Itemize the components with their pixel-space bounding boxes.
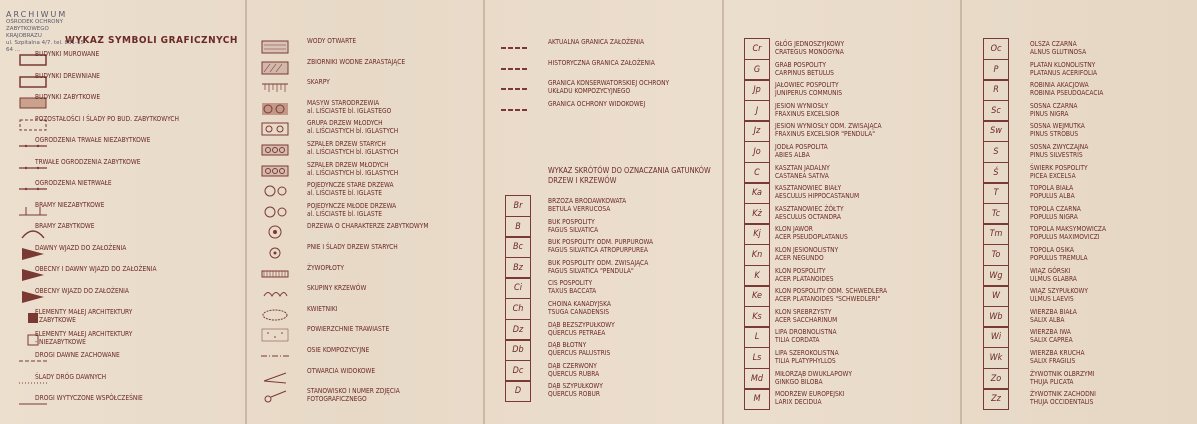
species-label: KASZTANOWIEC ŻÓŁTY AESCULUS OCTANDRA (775, 204, 844, 221)
tree-row-icon (260, 163, 288, 179)
species-label: TOPOLA MAKSYMOWICZA POPULUS MAXIMOVICZI (1030, 225, 1107, 242)
axis-icon (260, 348, 288, 364)
species-code: L (744, 326, 770, 348)
species-code: Cr (744, 38, 770, 60)
lawn-icon (260, 327, 288, 343)
species-code: Wg (983, 265, 1009, 287)
species-code: Ch (505, 298, 531, 320)
species-label: JAŁOWIEC POSPOLITY JUNIPERUS COMMUNIS (775, 81, 843, 98)
legend-label: DROGI WYTYCZONE WSPÓŁCZEŚNIE (35, 394, 143, 402)
species-label: TOPOLA BIAŁA POPULUS ALBA (1030, 184, 1075, 201)
species-label: JESION WYNIOSŁY FRAXINUS EXCELSIOR (775, 101, 840, 118)
species-label: ROBINIA AKACJOWA ROBINIA PSEUDOACACIA (1030, 81, 1104, 98)
species-code: Bz (505, 257, 531, 279)
tree-group-icon (260, 121, 288, 137)
stamp-line-3: ul. Szpitalna 4/7. tel. 831-15-64 ... (6, 40, 86, 53)
species-label: BUK POSPOLITY FAGUS SILVATICA (548, 217, 599, 234)
hedge-icon (260, 266, 288, 282)
fold-line (722, 0, 724, 424)
species-code: M (744, 388, 770, 410)
monument-tree-icon (260, 224, 288, 240)
species-code: J (744, 100, 770, 122)
species-label: KASZTANOWIEC BIAŁY AESCULUS HIPPOCASTANUM (775, 184, 860, 201)
species-label: DĄB BEZSZYPUŁKOWY QUERCUS PETRAEA (548, 320, 615, 337)
legend-label: DRZEWA O CHARAKTERZE ZABYTKOWYM (307, 222, 429, 231)
species-code: Jo (744, 141, 770, 163)
legend-label: POZOSTAŁOŚCI I ŚLADY PO BUD. ZABYTKOWYCH (35, 114, 179, 123)
water-icon (260, 39, 288, 55)
species-label: KLON POSPOLITY ODM. SCHWEDLERA ACER PLATANOIDES "SCHWEDLERI" (775, 287, 888, 304)
boundary-line-icon (500, 81, 528, 97)
species-code: Wk (983, 347, 1009, 369)
species-label: TOPOLA OSIKA POPULUS TREMULA (1030, 246, 1088, 262)
legend-label: PNIE I ŚLADY DRZEW STARYCH (307, 243, 398, 251)
species-code: R (983, 79, 1009, 101)
legend-label: BRAMY ZABYTKOWE (35, 222, 95, 230)
fold-line (483, 0, 485, 424)
species-code: Tc (983, 203, 1009, 225)
legend-label: POJEDYNCZE STARE DRZEWA al. LIŚCIASTE bl. IGLASTE (307, 181, 394, 198)
legend-title: WYKAZ SYMBOLI GRAFICZNYCH (65, 35, 238, 46)
stamp-line-1: OŚRODEK OCHRONY (6, 19, 63, 25)
legend-label: BRAMY NIEZABYTKOWE (35, 200, 105, 209)
species-label: PLATAN KLONOLISTNY PLATANUS ACERIFOLIA (1030, 60, 1098, 77)
species-code: Ls (744, 347, 770, 369)
legend-label: WODY OTWARTE (307, 37, 357, 45)
fold-line (245, 0, 247, 424)
species-code: Kn (744, 244, 770, 266)
species-code: Ka (744, 182, 770, 204)
legend-label: HISTORYCZNA GRANICA ZAŁOŻENIA (548, 58, 655, 67)
species-label: ŻYWOTNIK OLBRZYMI THUJA PLICATA (1030, 369, 1095, 386)
legend-label: OBECNY WJAZD DO ZAŁOŻENIA (35, 286, 129, 295)
species-code: W (983, 285, 1009, 307)
legend-label: SZPALER DRZEW STARYCH al. LIŚCIASTYCH bl. IGLASTYCH (307, 140, 399, 156)
species-label: DĄB BŁOTNY QUERCUS PALUSTRIS (548, 341, 611, 358)
species-label: JODŁA POSPOLITA ABIES ALBA (775, 143, 828, 159)
species-label: GŁÓG JEDNOSZYJKOWY CRATEGUS MONOGYNA (775, 40, 845, 56)
species-code: P (983, 59, 1009, 81)
species-code: G (744, 59, 770, 81)
shrub-icon (260, 286, 288, 302)
legend-label: GRANICA KONSERWATORSKIEJ OCHRONY UKŁADU KOMPOZYCYJNEGO (548, 79, 670, 96)
species-label: WIERZBA IWA SALIX CAPREA (1030, 328, 1073, 345)
species-label: ŚWIERK POSPOLITY PICEA EXCELSA (1030, 163, 1088, 180)
abbrev-title: WYKAZ SKRÓTÓW DO OZNACZANIA GATUNKÓW DRZEW I KRZEWÓW (548, 166, 711, 185)
legend-label: OGRODZENIA TRWAŁE NIEZABYTKOWE (35, 136, 151, 144)
species-label: JESION WYNIOSŁY ODM. ZWISAJĄCA FRAXINUS EXCELSIOR "PENDULA" (775, 122, 882, 139)
species-label: KASZTAN JADALNY CASTANEA SATIVA (775, 163, 830, 180)
boundary-line-icon (500, 102, 528, 118)
species-label: WIERZBA BIAŁA SALIX ALBA (1030, 307, 1077, 324)
species-code: Sc (983, 100, 1009, 122)
legend-label: KWIETNIKI (307, 304, 338, 313)
species-code: Wi (983, 326, 1009, 348)
legend-label: ELEMENTY MAŁEJ ARCHITEKTURY - ZABYTKOWE (35, 308, 133, 324)
species-code: S (983, 141, 1009, 163)
view-icon (260, 369, 288, 385)
legend-label: AKTUALNA GRANICA ZAŁOŻENIA (548, 38, 645, 46)
stump-icon (260, 245, 288, 261)
legend-label: DROGI DAWNE ZACHOWANE (35, 351, 120, 359)
species-code: Db (505, 339, 531, 361)
species-code: Ke (744, 285, 770, 307)
species-code: Wb (983, 306, 1009, 328)
species-label: DĄB SZYPUŁKOWY QUERCUS ROBUR (548, 382, 603, 399)
species-label: CIS POSPOLITY TAXUS BACCATA (548, 279, 597, 296)
tree-single-icon (260, 183, 288, 199)
archive-stamp (6, 10, 86, 54)
species-code: Zo (983, 368, 1009, 390)
legend-label: OBECNY I DAWNY WJAZD DO ZAŁOŻENIA (35, 265, 157, 273)
legend-label: SKARPY (307, 78, 330, 87)
species-code: Ś (983, 162, 1009, 184)
species-label: TOPOLA CZARNA POPULUS NIGRA (1030, 204, 1081, 221)
species-label: WIĄZ GÓRSKI ULMUS GLABRA (1030, 266, 1077, 283)
legend-label: BUDYNKI DREWNIANE (35, 71, 100, 80)
stamp-line-2: ZABYTKOWEGO KRAJOBRAZU (6, 26, 49, 39)
species-label: KLON SREBRZYSTY ACER SACCHARINUM (775, 307, 838, 324)
species-label: ŻYWOTNIK ZACHODNI THUJA OCCIDENTALIS (1030, 390, 1096, 407)
legend-label: ŚLADY DRÓG DAWNYCH (35, 372, 107, 381)
species-code: Kj (744, 223, 770, 245)
species-code: Sw (983, 120, 1009, 142)
species-code: Md (744, 368, 770, 390)
species-label: LIPA SZEROKOLISTNA TILIA PLATYPHYLLOS (775, 349, 839, 365)
legend-label: ELEMENTY MAŁEJ ARCHITEKTURY - NIEZABYTKOWE (35, 329, 133, 346)
legend-label: STANOWISKO I NUMER ZDJĘCIA FOTOGRAFICZNEGO (307, 387, 400, 404)
legend-label: BUDYNKI ZABYTKOWE (35, 93, 101, 101)
water-hatch-icon (260, 60, 288, 76)
species-code: Tm (983, 223, 1009, 245)
species-label: SOSNA ZWYCZAJNA PINUS SILVESTRIS (1030, 143, 1089, 159)
species-label: DĄB CZERWONY QUERCUS RUBRA (548, 361, 600, 378)
legend-label: OGRODZENIA NIETRWAŁE (35, 179, 112, 187)
species-label: BUK POSPOLITY ODM. ZWISAJĄCA FAGUS SILVATICA "PENDULA" (548, 258, 649, 275)
legend-label: SKUPINY KRZEWÓW (307, 284, 367, 293)
tree-mass-icon (260, 101, 288, 117)
photo-point-icon (260, 389, 288, 405)
species-code: Oc (983, 38, 1009, 60)
species-label: CHOINA KANADYJSKA TSUGA CANADENSIS (548, 300, 611, 316)
legend-label: POWIERZCHNIE TRAWIASTE (307, 325, 390, 334)
tree-single-icon (260, 204, 288, 220)
species-label: WIERZBA KRUCHA SALIX FRAGILIS (1030, 349, 1085, 365)
species-code: Bc (505, 236, 531, 258)
species-code: Jp (744, 79, 770, 101)
species-label: WIĄZ SZYPUŁKOWY ULMUS LAEVIS (1030, 287, 1089, 304)
legend-label: MASYW STARODRZEWIA al. LIŚCIASTE bl. IGLASTEGO (307, 98, 392, 115)
species-code: Kż (744, 203, 770, 225)
species-code: B (505, 216, 531, 238)
species-code: K (744, 265, 770, 287)
legend-label: DAWNY WJAZD DO ZAŁOŻENIA (35, 243, 127, 252)
species-label: MODRZEW EUROPEJSKI LARIX DECIDUA (775, 390, 845, 407)
legend-label: TRWAŁE OGRODZENIA ZABYTKOWE (35, 157, 141, 166)
stamp-title: ARCHIWUM (6, 10, 68, 19)
species-label: KLON JAWOR ACER PSEUDOPLATANUS (775, 225, 848, 242)
legend-label: OSIE KOMPOZYCYJNE (307, 346, 370, 354)
species-label: GRAB POSPOLITY CARPINUS BETULUS (775, 60, 834, 77)
species-label: OLSZA CZARNA ALNUS GLUTINOSA (1030, 40, 1087, 56)
species-code: Jz (744, 120, 770, 142)
species-code: Dc (505, 360, 531, 382)
species-label: KLON POSPOLITY ACER PLATANOIDES (775, 266, 834, 283)
flowerbed-icon (260, 307, 288, 323)
species-code: T (983, 182, 1009, 204)
species-label: SOSNA CZARNA PINUS NIGRA (1030, 101, 1078, 118)
species-code: D (505, 380, 531, 402)
boundary-line-icon (500, 40, 528, 56)
tree-row-icon (260, 142, 288, 158)
species-label: MIŁORZĄB DWUKLAPOWY GINKGO BILOBA (775, 369, 852, 386)
slope-icon (260, 80, 288, 96)
species-label: BUK POSPOLITY ODM. PURPUROWA FAGUS SILVATICA ATROPURPUREA (548, 238, 654, 255)
species-code: Zz (983, 388, 1009, 410)
legend-label: SZPALER DRZEW MŁODYCH al. LIŚCIASTYCH bl. IGLASTYCH (307, 160, 399, 177)
legend-label: GRANICA OCHRONY WIDOKOWEJ (548, 99, 646, 108)
species-label: BRZOZA BRODAWKOWATA BETULA VERRUCOSA (548, 197, 627, 213)
fold-line (960, 0, 962, 424)
species-code: Ks (744, 306, 770, 328)
species-code: To (983, 244, 1009, 266)
legend-label: POJEDYNCZE MŁODE DRZEWA al. LIŚCIASTE bl. IGLASTE (307, 201, 397, 218)
species-code: C (744, 162, 770, 184)
legend-label: OTWARCIA WIDOKOWE (307, 366, 376, 375)
species-label: KLON JESIONOLISTNY ACER NEGUNDO (775, 246, 839, 262)
legend-label: ZBIORNIKI WODNE ZARASTAJĄCE (307, 57, 406, 66)
legend-label: ŻYWOPŁOTY (307, 263, 345, 272)
species-code: Ci (505, 277, 531, 299)
legend-label: BUDYNKI MUROWANE (35, 50, 100, 58)
species-label: SOSNA WEJMUTKA PINUS STROBUS (1030, 122, 1085, 139)
species-code: Br (505, 195, 531, 217)
species-code: Dz (505, 319, 531, 341)
species-label: LIPA DROBNOLISTNA TILIA CORDATA (775, 328, 837, 345)
boundary-line-icon (500, 61, 528, 77)
legend-label: GRUPA DRZEW MŁODYCH al. LIŚCIASTYCH bl. IGLASTYCH (307, 119, 399, 136)
